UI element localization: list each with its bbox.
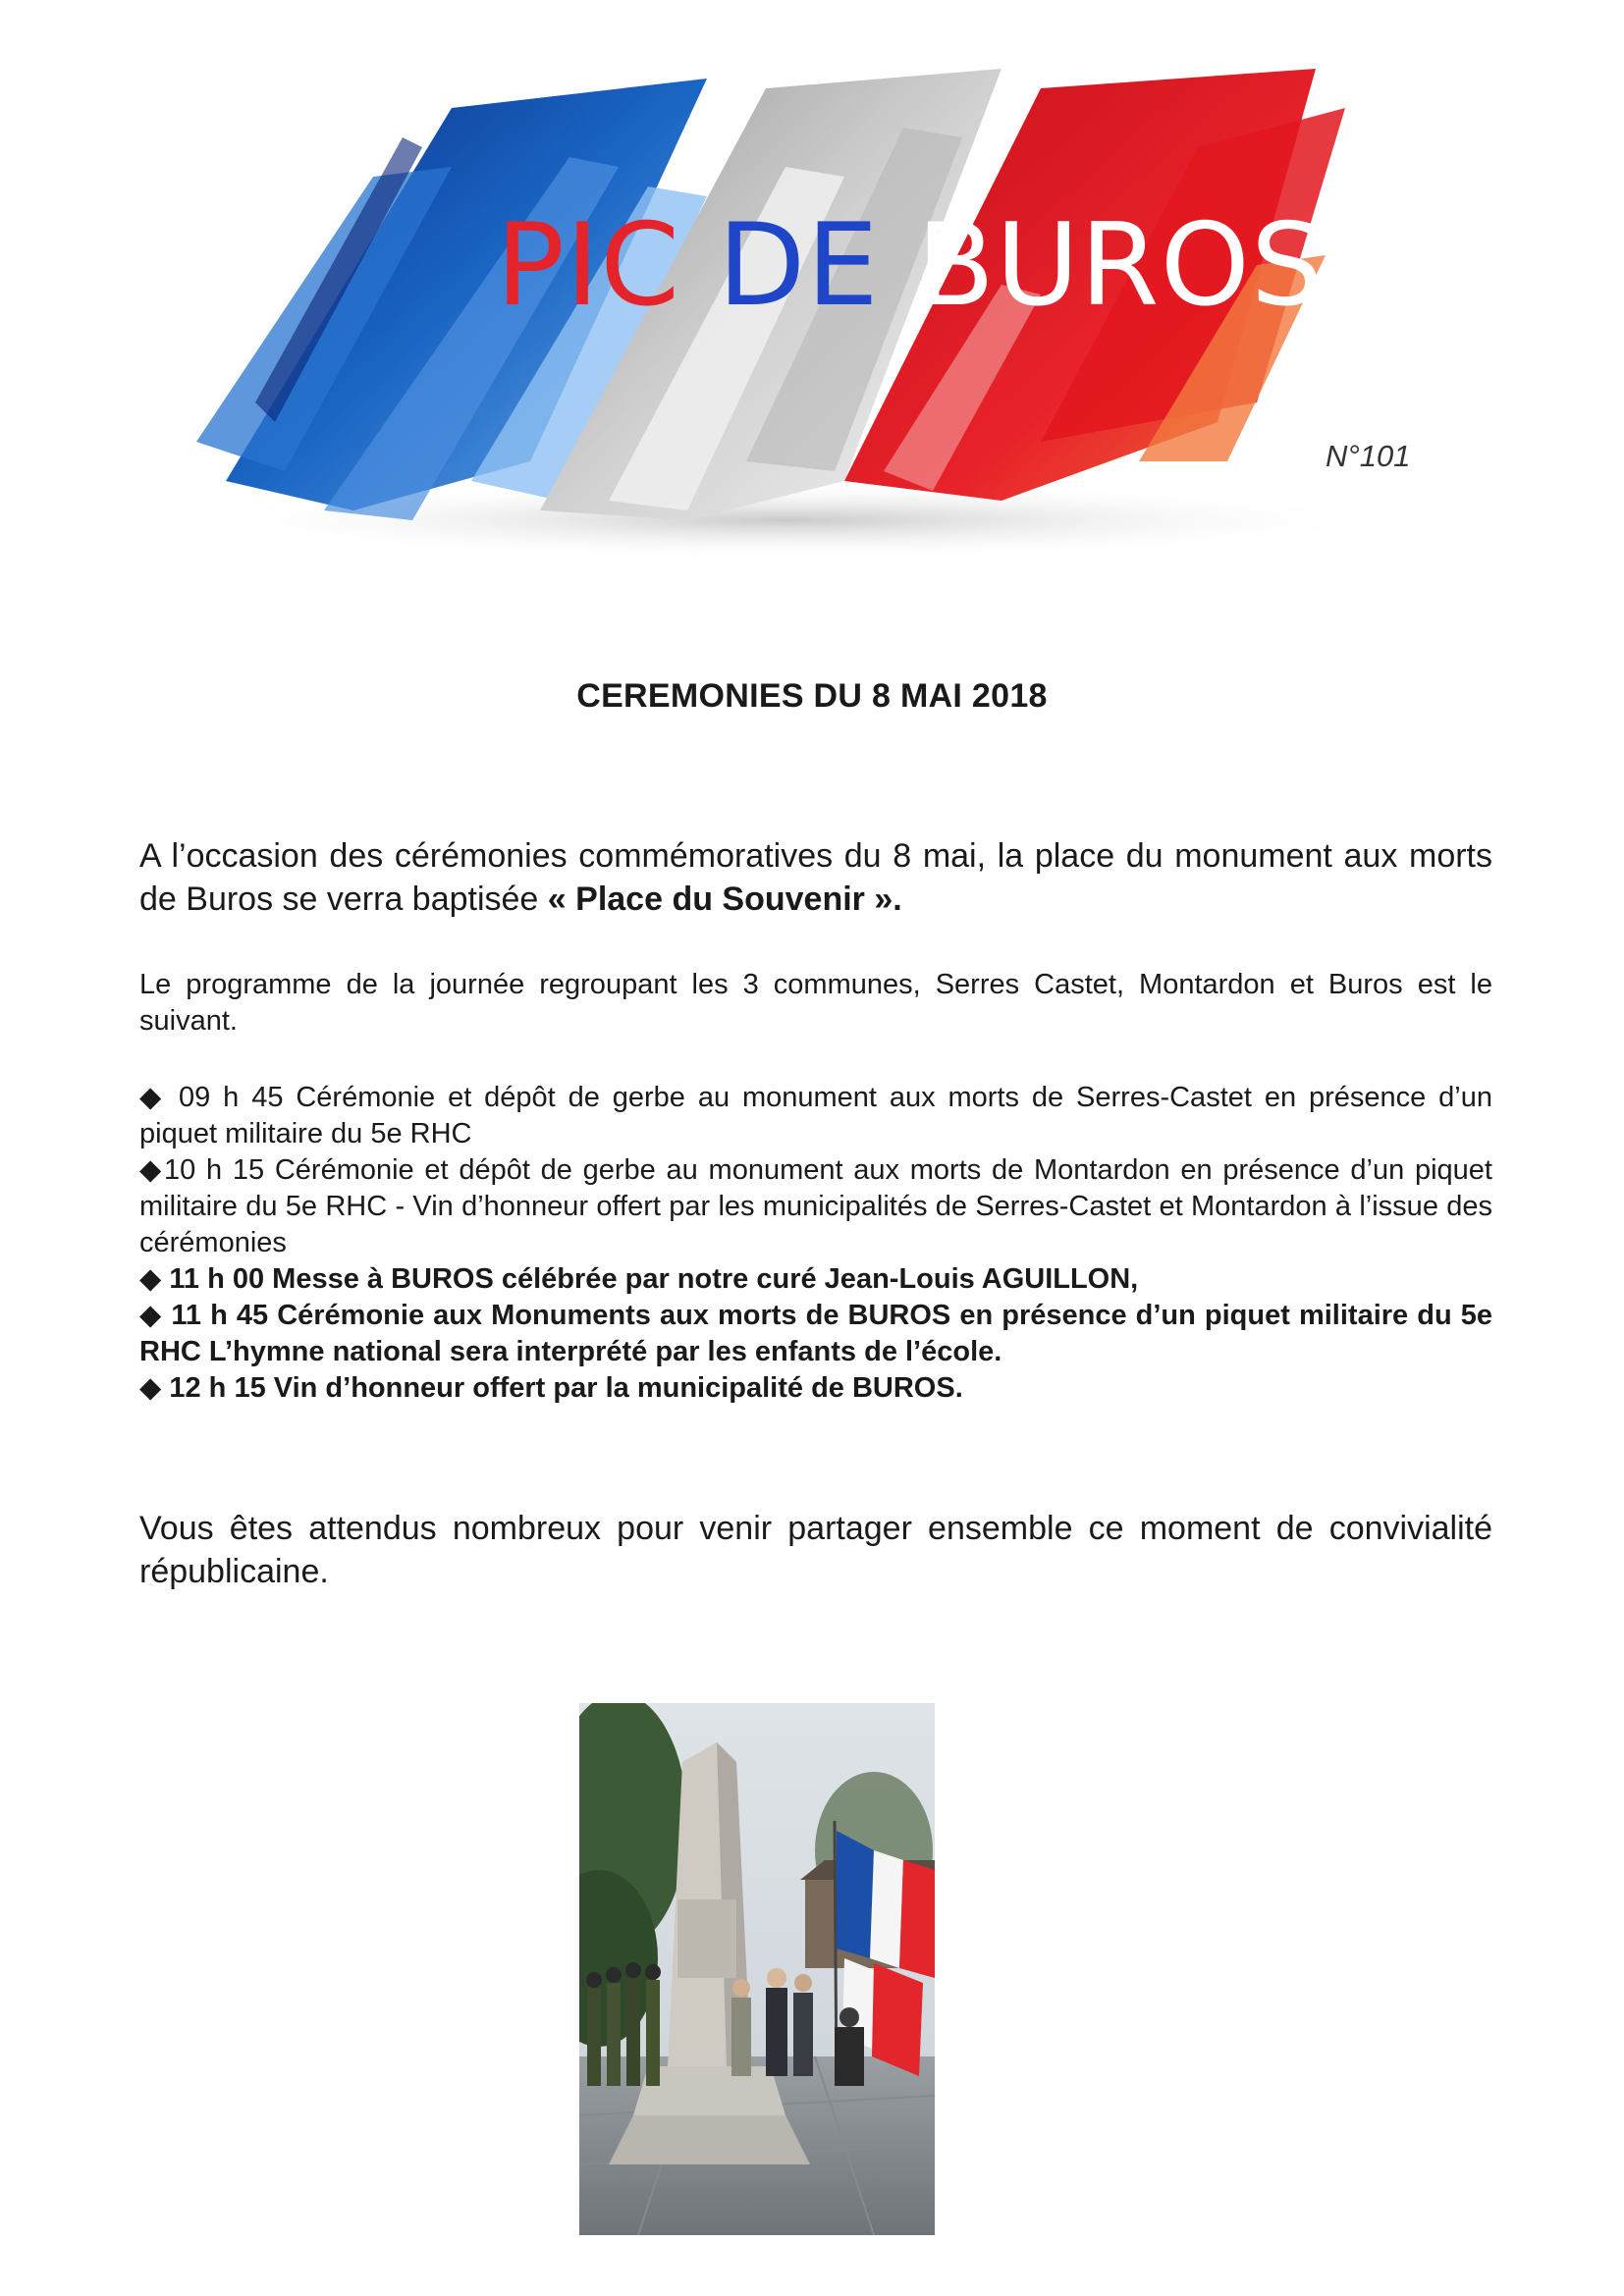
newsletter-masthead (496, 199, 1325, 332)
schedule-item (139, 1152, 1492, 1261)
schedule-list (139, 1080, 1492, 1407)
program-intro: Le programme de la journée regroupant les 3 communes, Serres Castet, Montardon et Buros est le suivant. (139, 969, 1492, 1037)
diamond-bullet-icon: ◆ (139, 1300, 163, 1331)
issue-number: N°101 (1326, 439, 1411, 473)
schedule-item-text: 11 h 00 Messe à BUROS célébrée par notre curé Jean-Louis AGUILLON, (161, 1263, 1139, 1295)
masthead-word-3: BUROS (916, 199, 1325, 332)
masthead-word-1: PIC (496, 199, 681, 332)
memorial-photo-illustration (579, 1703, 935, 2235)
schedule-item-text: 12 h 15 Vin d’honneur offert par la municipalité de BUROS. (161, 1372, 963, 1404)
closing-paragraph: Vous êtes attendus nombreux pour venir partager ensemble ce moment de convivialité républicaine. (139, 1510, 1492, 1590)
masthead-word-2: DE (718, 199, 880, 332)
place-name-emphasis: « Place du Souvenir ». (547, 881, 902, 918)
schedule-item-text: 10 h 15 Cérémonie et dépôt de gerbe au monument aux morts de Montardon en présence d’un piquet militaire du 5e RHC - Vin d’honneur offert par les municipalités de Serres-Castet et Montardon à l’issue des cérémonies (139, 1154, 1492, 1258)
lead-text: A l’occasion des cérémonies commémoratives du 8 mai, la place du monument aux morts de Buros se verra baptisée (139, 837, 1492, 918)
diamond-bullet-icon: ◆ (139, 1263, 162, 1295)
schedule-item (139, 1370, 1492, 1407)
article-title: CEREMONIES DU 8 MAI 2018 (576, 677, 1048, 715)
diamond-bullet-icon: ◆ (139, 1154, 164, 1186)
lead-paragraph (139, 834, 1492, 921)
diamond-bullet-icon: ◆ (139, 1082, 167, 1113)
war-memorial-photo (579, 1703, 935, 2235)
schedule-item-text: 09 h 45 Cérémonie et dépôt de gerbe au monument aux morts de Serres-Castet en présence d’un piquet militaire du 5e RHC (139, 1082, 1492, 1149)
schedule-item (139, 1261, 1492, 1298)
schedule-item-text: 11 h 45 Cérémonie aux Monuments aux morts de BUROS en présence d’un piquet militaire du 5e RHC L’hymne national sera interprété par les enfants de l’école. (139, 1300, 1492, 1367)
schedule-item (139, 1080, 1492, 1152)
diamond-bullet-icon: ◆ (139, 1372, 162, 1404)
schedule-item (139, 1298, 1492, 1370)
